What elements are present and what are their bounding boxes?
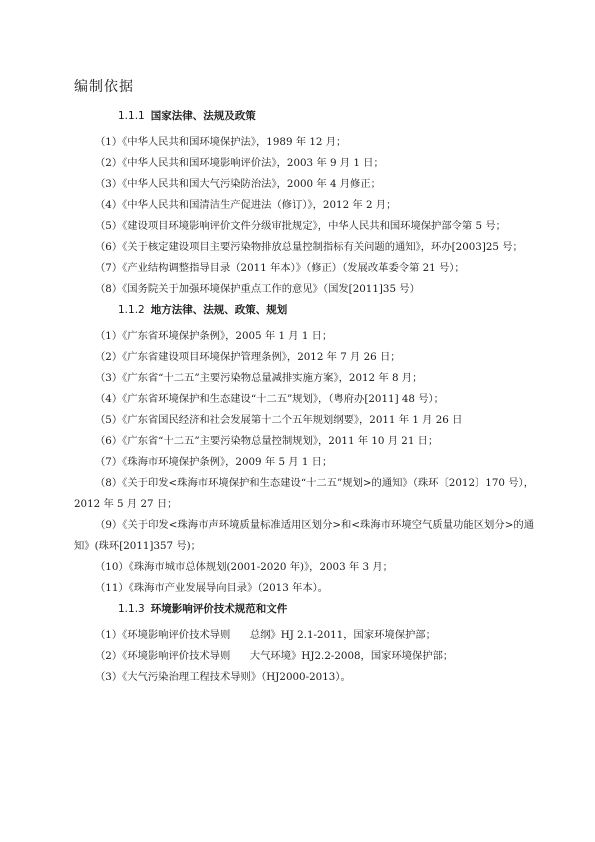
list-item: （2）《中华人民共和国环境影响评价法》，2003 年 9 月 1 日；	[95, 157, 384, 169]
list-item: （2）《广东省建设项目环境保护管理条例》，2012 年 7 月 26 日；	[95, 351, 401, 363]
list-item: （5）《建设项目环境影响评价文件分级审批规定》，中华人民共和国环境保护部令第 5 号；	[95, 220, 506, 232]
list-item: （1）《环境影响评价技术导则 总纲》HJ 2.1-2011，国家环境保护部；	[95, 629, 436, 641]
section-title: 国家法律、法规及政策	[150, 110, 256, 122]
list-item: （10）《珠海市城市总体规划(2001-2020 年)》，2003 年 3 月；	[95, 561, 393, 573]
list-item: （7）《产业结构调整指导目录（2011 年本）》（修正）（发展改革委令第 21 号）；	[95, 262, 465, 274]
list-item: （8）《关于印发<珠海市环境保护和生态建设“十二五”规划>的通知》（珠环〔2012〕170 号），2012 年 5 月 27 日；	[74, 477, 534, 510]
section-heading-national	[74, 106, 534, 132]
page-title: 编制依据	[74, 79, 134, 95]
list-item: （6）《关于核定建设项目主要污染物排放总量控制指标有关问题的通知》，环办[2003]25 号；	[95, 241, 523, 253]
document-body	[74, 106, 534, 688]
list-item: （4）《广东省环境保护和生态建设“十二五”规划》，（粤府办[2011] 48 号）；	[95, 393, 444, 405]
list-item: （9）《关于印发<珠海市声环境质量标准适用区划分>和<珠海市环境空气质量功能区划分>的通知》(珠环[2011]357 号)；	[74, 519, 534, 552]
list-item: （11）《珠海市产业发展导向目录》（2013 年本）。	[95, 582, 329, 594]
list-item: （1）《中华人民共和国环境保护法》，1989 年 12 月；	[95, 136, 347, 148]
section-heading-local	[74, 300, 534, 326]
list-item: （3）《中华人民共和国大气污染防治法》，2000 年 4 月修正；	[95, 178, 381, 190]
section-title: 环境影响评价技术规范和文件	[150, 603, 288, 615]
section-number: 1.1.3	[118, 603, 145, 615]
section-heading-technical	[74, 599, 534, 625]
list-item: （4）《中华人民共和国清洁生产促进法（修订）》，2012 年 2 月；	[95, 199, 397, 211]
list-item: （2）《环境影响评价技术导则 大气环境》HJ2.2-2008，国家环境保护部；	[95, 650, 454, 662]
list-item: （1）《广东省环境保护条例》，2005 年 1 月 1 日；	[95, 330, 333, 342]
section-number: 1.1.2	[118, 304, 145, 316]
list-item: （8）《国务院关于加强环境保护重点工作的意见》（国发[2011]35 号）	[95, 283, 420, 295]
list-item: （7）《珠海市环境保护条例》，2009 年 5 月 1 日；	[95, 456, 333, 468]
list-item: （3）《广东省“十二五”主要污染物总量减排实施方案》，2012 年 8 月；	[95, 372, 423, 384]
list-item: （5）《广东省国民经济和社会发展第十二个五年规划纲要》，2011 年 1 月 26 日	[95, 414, 463, 426]
list-item: （3）《大气污染治理工程技术导则》（HJ2000-2013）。	[95, 671, 351, 683]
list-item: （6）《广东省“十二五”主要污染物总量控制规划》，2011 年 10 月 21 日；	[95, 435, 439, 447]
section-title: 地方法律、法规、政策、规划	[150, 304, 288, 316]
section-number: 1.1.1	[118, 110, 145, 122]
